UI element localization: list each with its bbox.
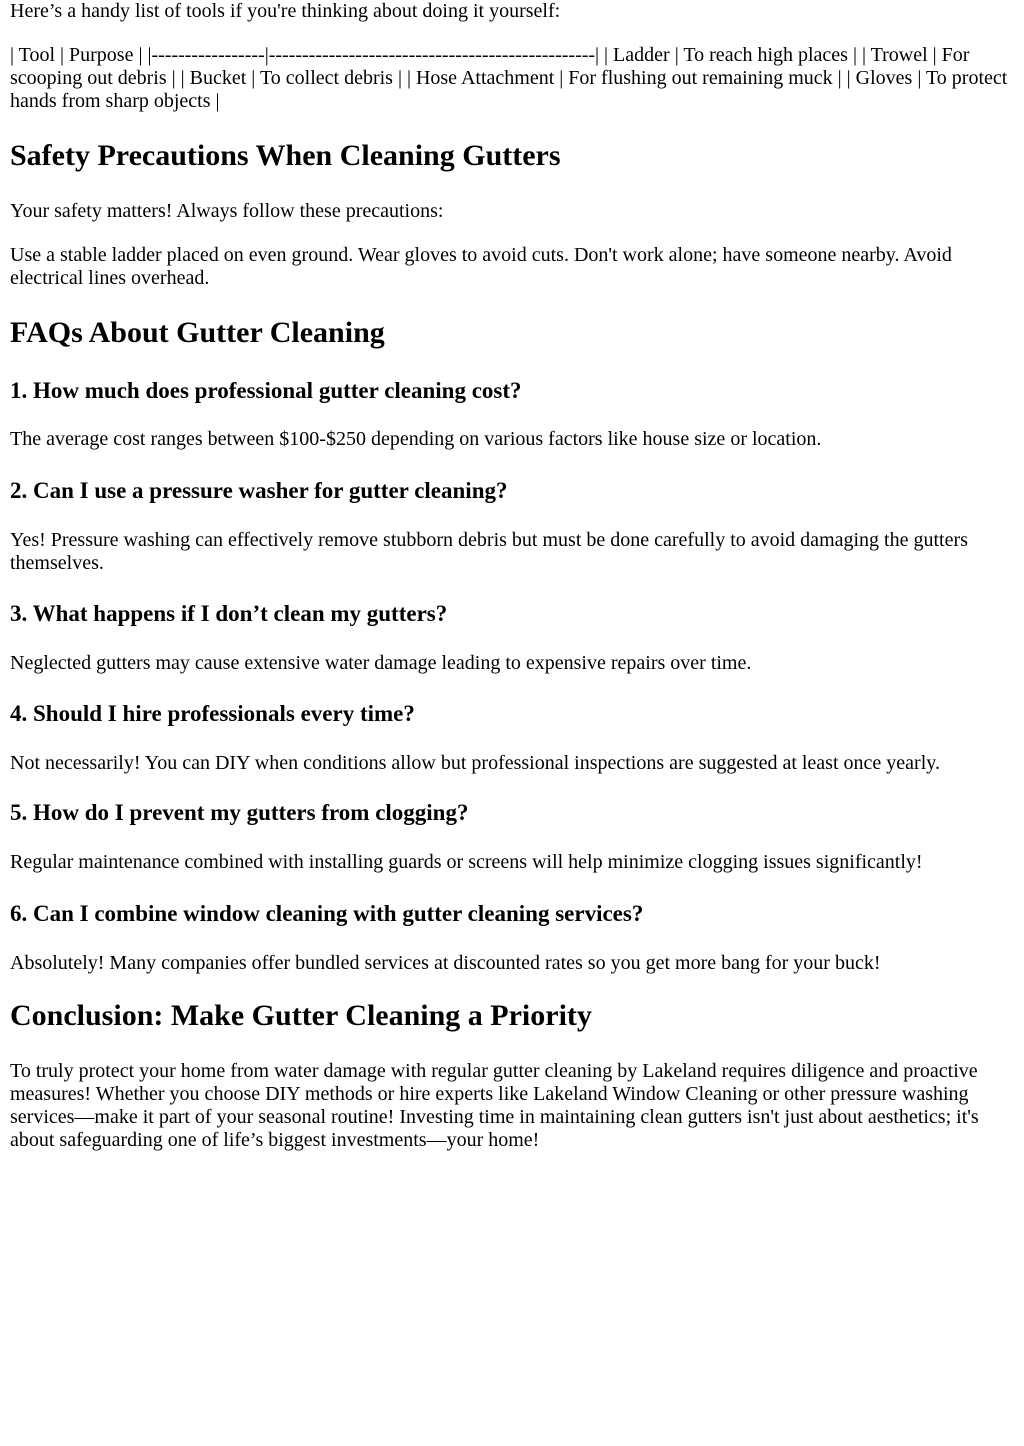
tools-intro: Here’s a handy list of tools if you're thinking about doing it yourself: — [10, 0, 561, 22]
faq-question-6: 6. Can I combine window cleaning with gutter cleaning services? — [10, 901, 644, 926]
faq-question-1: 1. How much does professional gutter cleaning cost? — [10, 378, 522, 403]
safety-body: Use a stable ladder placed on even ground. Wear gloves to avoid cuts. Don't work alone; have someone nearby. Avoid electrical lines overhead. — [10, 244, 952, 289]
faq-answer-4: Not necessarily! You can DIY when conditions allow but professional inspections are suggested at least once yearly. — [10, 752, 940, 774]
conclusion-body: To truly protect your home from water damage with regular gutter cleaning by Lakeland requires diligence and proactive measures! Whether you choose DIY methods or hire experts like Lakeland Window Cleaning or other pressure washing services—make it part of your seasonal routine! Investing time in maintaining clean gutters isn't just about aesthetics; it's about safeguarding one of life’s biggest investments—your home! — [10, 1060, 979, 1151]
faq-question-5: 5. How do I prevent my gutters from clogging? — [10, 800, 469, 825]
faq-question-2: 2. Can I use a pressure washer for gutter cleaning? — [10, 478, 508, 503]
faq-answer-2: Yes! Pressure washing can effectively remove stubborn debris but must be done carefully to avoid damaging the gutters themselves. — [10, 529, 968, 574]
safety-heading: Safety Precautions When Cleaning Gutters — [10, 139, 561, 172]
faq-question-3: 3. What happens if I don’t clean my gutters? — [10, 601, 448, 626]
faq-answer-6: Absolutely! Many companies offer bundled services at discounted rates so you get more bang for your buck! — [10, 952, 881, 974]
faq-answer-3: Neglected gutters may cause extensive water damage leading to expensive repairs over time. — [10, 652, 752, 674]
faq-answer-5: Regular maintenance combined with installing guards or screens will help minimize clogging issues significantly! — [10, 851, 923, 873]
safety-intro: Your safety matters! Always follow these precautions: — [10, 200, 444, 222]
faq-answer-1: The average cost ranges between $100-$250 depending on various factors like house size or location. — [10, 428, 822, 450]
conclusion-heading: Conclusion: Make Gutter Cleaning a Priority — [10, 999, 592, 1032]
faqs-heading: FAQs About Gutter Cleaning — [10, 316, 385, 349]
faq-question-4: 4. Should I hire professionals every time? — [10, 701, 415, 726]
tools-table-text: | Tool | Purpose | |-----------------|-------------------------------------------------| | Ladder | To reach high places | | Trowel | For scooping out debris | | Bucket | To collect debris | | Hose Attachment | For flushing out remaining muck | | Gloves | To protect hands from sharp objects | — [10, 44, 1008, 112]
